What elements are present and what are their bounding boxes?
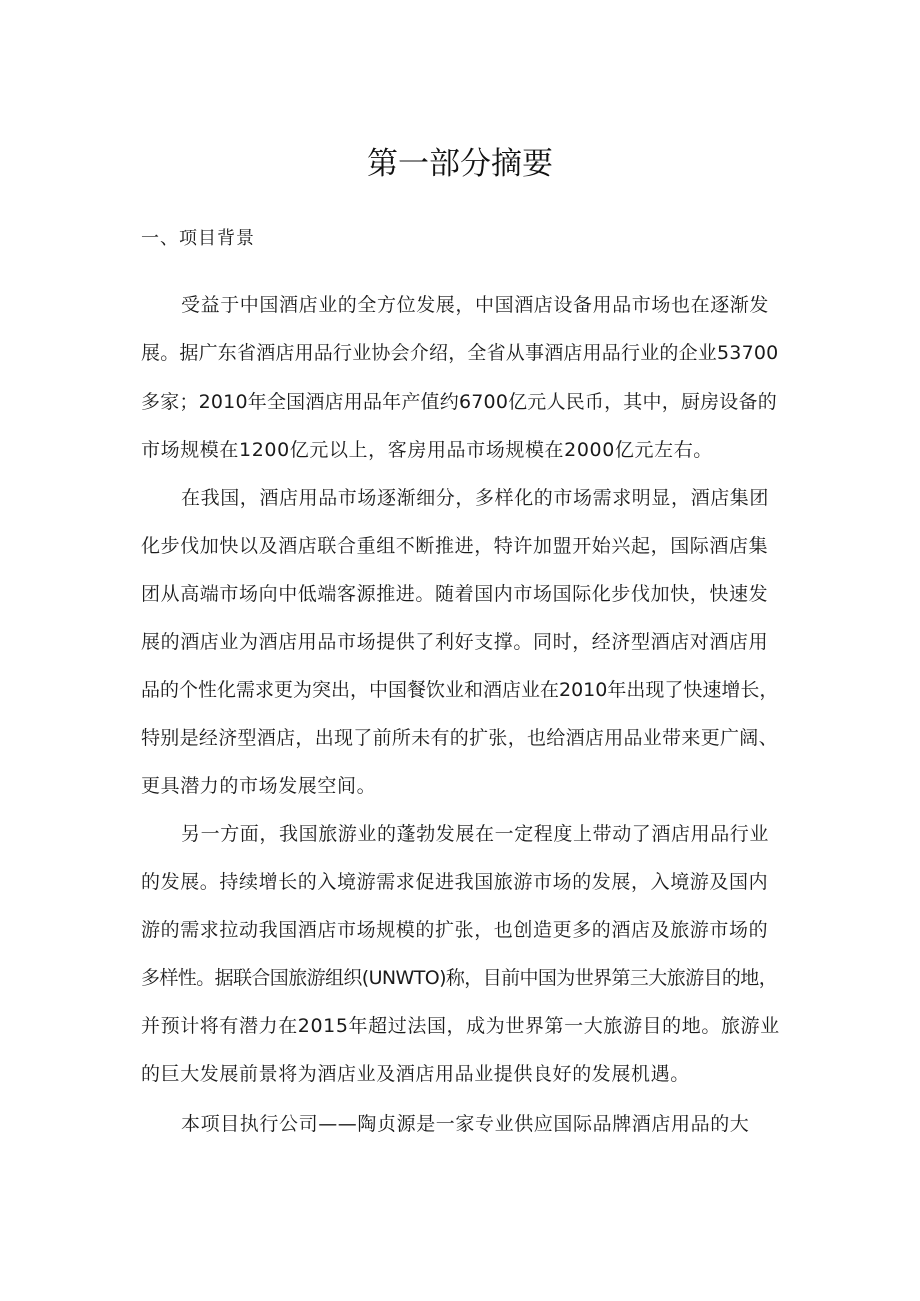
paragraph-line: 游的需求拉动我国酒店市场规模的扩张，也创造更多的酒店及旅游市场的 [141,919,769,941]
paragraph-line: 受益于中国酒店业的全方位发展，中国酒店设备用品市场也在逐渐发 [181,294,770,316]
paragraph-line: 展。据广东省酒店用品行业协会介绍，全省从事酒店用品行业的企业53700 [141,342,779,364]
page-title: 第一部分摘要 [367,146,553,182]
paragraph-line: 品的个性化需求更为突出，中国餐饮业和酒店业在2010年出现了快速增长， [141,679,779,701]
paragraph-line: 在我国，酒店用品市场逐渐细分，多样化的市场需求明显，酒店集团 [181,487,770,509]
paragraph-line: 团从高端市场向中低端客源推进。随着国内市场国际化步伐加快，快速发 [141,583,769,605]
paragraph-line: 本项目执行公司——陶贞源是一家专业供应国际品牌酒店用品的大 [181,1113,750,1135]
paragraph-line: 的发展。持续增长的入境游需求促进我国旅游市场的发展，入境游及国内 [141,871,769,893]
paragraph-line: 特别是经济型酒店，出现了前所未有的扩张，也给酒店用品业带来更广阔、 [141,727,778,749]
paragraph-line: 市场规模在1200亿元以上，客房用品市场规模在2000亿元左右。 [141,439,713,461]
paragraph-line: 并预计将有潜力在2015年超过法国，成为世界第一大旅游目的地。旅游业 [141,1015,780,1037]
paragraph-line: 的巨大发展前景将为酒店业及酒店用品业提供良好的发展机遇。 [141,1063,690,1085]
paragraph-line: 另一方面，我国旅游业的蓬勃发展在一定程度上带动了酒店用品行业 [181,823,770,845]
paragraph-line: 化步伐加快以及酒店联合重组不断推进，特许加盟开始兴起，国际酒店集 [141,535,769,557]
paragraph-line: 更具潜力的市场发展空间。 [141,775,377,797]
paragraph-line: 展的酒店业为酒店用品市场提供了利好支撑。同时，经济型酒店对酒店用 [141,631,769,653]
section-heading: 一、项目背景 [141,228,255,249]
paragraph-line: 多家；2010年全国酒店用品年产值约6700亿元人民币，其中，厨房设备的 [141,391,777,413]
paragraph-line: 多样性。据联合国旅游组织(UNWTO)称，目前中国为世界第三大旅游目的地， [141,967,778,989]
